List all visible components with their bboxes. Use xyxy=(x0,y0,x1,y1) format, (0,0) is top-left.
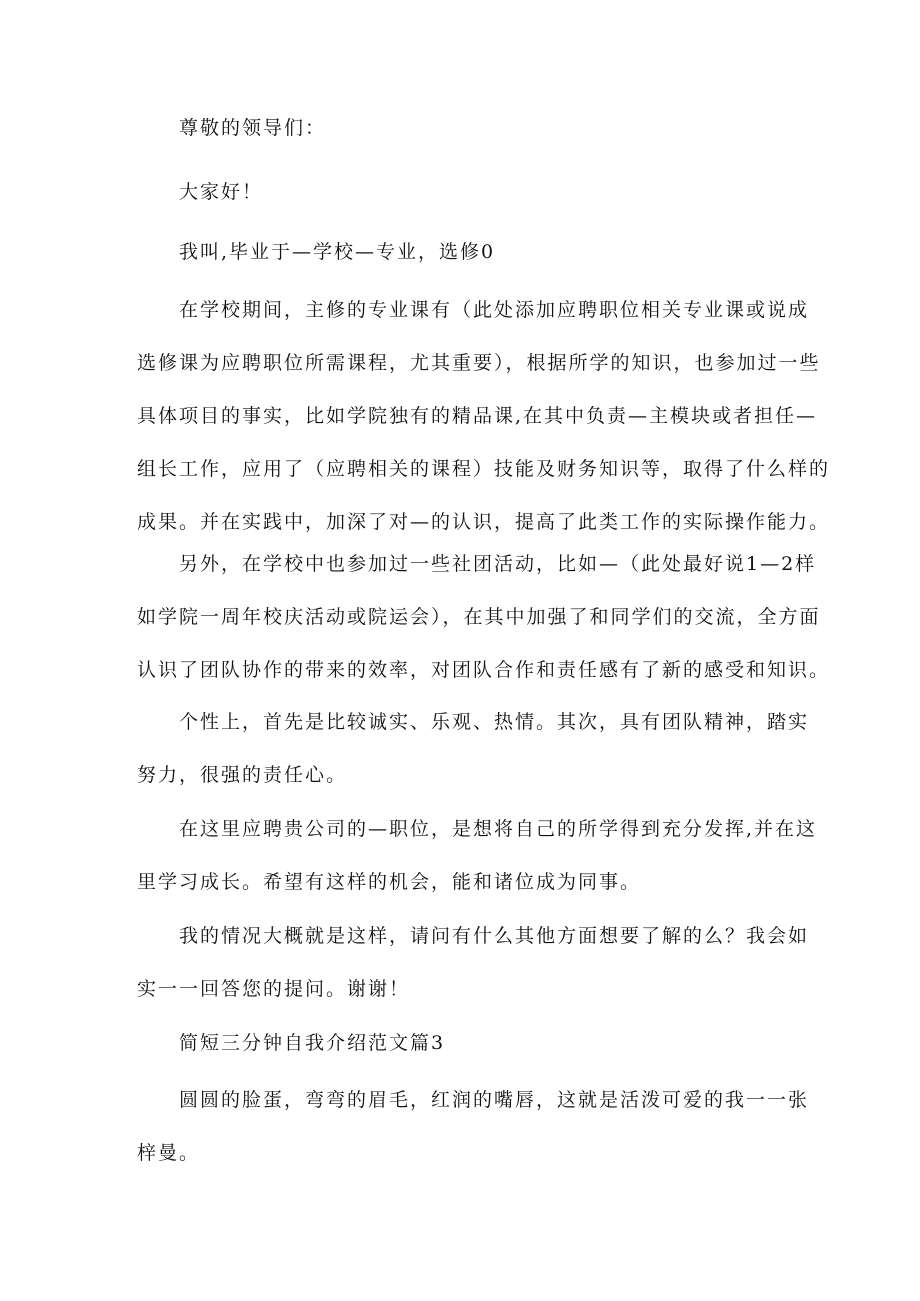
greeting-paragraph xyxy=(137,102,797,155)
activities-line-1: 另外，在学校中也参加过一些社团活动，比如—（此处最好说1—2样 xyxy=(179,553,817,575)
intro3-line-2: 梓曼。 xyxy=(137,1142,201,1164)
intro3-paragraph xyxy=(137,1074,810,1180)
personality-line-1: 个性上，首先是比较诚实、乐观、热情。其次，具有团队精神，踏实 xyxy=(179,711,810,733)
closing-line-1: 我的情况大概就是这样，请问有什么其他方面想要了解的么？我会如 xyxy=(179,925,810,947)
closing-paragraph xyxy=(137,910,810,1016)
activities-line-3: 认识了团队协作的带来的效率，对团队合作和责任感有了新的感受和知识。 xyxy=(137,659,831,681)
closing-line-2: 实一一回答您的提问。谢谢！ xyxy=(137,978,411,1000)
courses-line-5: 成果。并在实践中，加深了对—的认识，提高了此类工作的实际操作能力。 xyxy=(137,511,831,533)
courses-line-3: 具体项目的事实，比如学院独有的精品课,在其中负责—主模块或者担任— xyxy=(137,405,818,427)
hello-paragraph xyxy=(137,166,797,219)
activities-line-2: 如学院一周年校庆活动或院运会），在其中加强了和同学们的交流，全方面 xyxy=(137,606,821,628)
personality-line-2: 努力，很强的责任心。 xyxy=(137,764,348,786)
courses-line-4: 组长工作，应用了（应聘相关的课程）技能及财务知识等，取得了什么样的 xyxy=(137,458,831,480)
activities-paragraph xyxy=(137,538,831,697)
courses-paragraph xyxy=(137,284,831,549)
courses-line-2: 选修课为应聘职位所需课程，尤其重要），根据所学的知识，也参加过一些 xyxy=(137,352,821,374)
position-paragraph xyxy=(137,803,818,909)
name-paragraph xyxy=(137,226,797,279)
position-line-2: 里学习成长。希望有这样的机会，能和诸位成为同事。 xyxy=(137,871,642,893)
position-line-1: 在这里应聘贵公司的—职位，是想将自己的所学得到充分发挥,并在这 xyxy=(179,818,818,840)
hello-line: 大家好！ xyxy=(179,181,264,203)
personality-paragraph xyxy=(137,696,810,802)
greeting-line: 尊敬的领导们： xyxy=(179,117,327,139)
name-line: 我叫,毕业于—学校—专业，选修0 xyxy=(179,241,496,263)
section-heading xyxy=(137,1017,797,1070)
section-heading-line: 简短三分钟自我介绍范文篇3 xyxy=(179,1032,446,1054)
courses-line-1: 在学校期间，主修的专业课有（此处添加应聘职位相关专业课或说成 xyxy=(179,299,810,321)
intro3-line-1: 圆圆的脸蛋，弯弯的眉毛，红润的嘴唇，这就是活泼可爱的我一一张 xyxy=(179,1089,810,1111)
